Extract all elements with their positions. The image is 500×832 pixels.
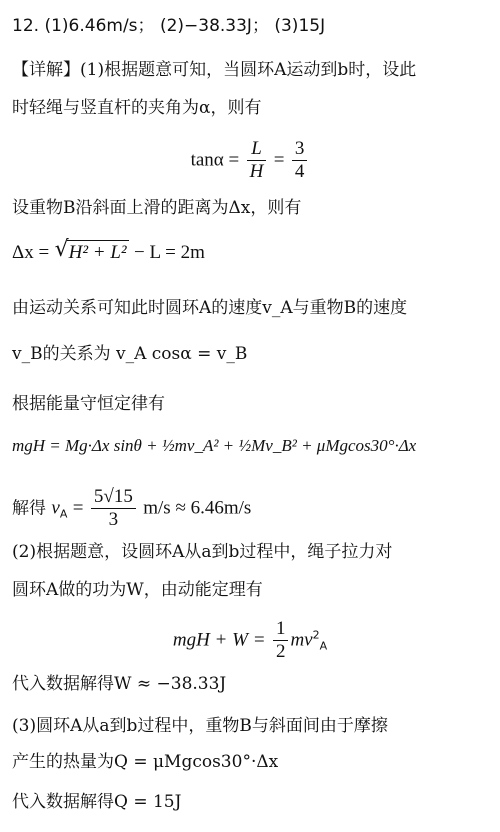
solution-line-6: 根据能量守恒定律有 — [12, 394, 165, 414]
answer-summary — [12, 14, 492, 38]
va-frac: $\frac{5√15}{3}$ — [91, 486, 136, 531]
solution-line-2: 时轻绳与竖直杆的夹角为α，则有 — [12, 98, 262, 118]
solution-line-1: 【详解】(1)根据题意可知，当圆环A运动到b时，设此 — [12, 60, 417, 80]
answer-part-3: (3)15J — [274, 16, 326, 36]
answer-part-2: (2)−38.33J； — [159, 16, 269, 36]
sqrt-icon: √ — [54, 237, 69, 262]
solution-line-10: (3)圆环A从a到b过程中，重物B与斜面间由于摩擦 — [12, 716, 388, 736]
equation-tan: tanα = $\frac{L}{H}$ = $\frac{3}{4}$ — [0, 138, 500, 183]
equation-energy: mgH = Mg·Δx sinθ + ½mv_A² + ½Mv_B² + μMgcos30°·Δx — [12, 436, 417, 455]
solution-line-3: 设重物B沿斜面上滑的距离为Δx，则有 — [12, 198, 302, 218]
solution-line-4: 由运动关系可知此时圆环A的速度v_A与重物B的速度 — [12, 298, 408, 318]
solution-line-5: v_B的关系为 v_A cosα = v_B — [12, 344, 248, 364]
equation-delta-x: Δx = √ H² + L² − L = 2m — [12, 237, 205, 263]
equation-work: mgH + W = $\frac{1}{2}$ $mv^2_A$ — [172, 618, 328, 662]
eq1-lhs: tanα = — [190, 149, 240, 171]
solution-va: 解得 $v_A$ = $\frac{5√15}{3}$ m/s ≈ 6.46m/s — [12, 486, 252, 530]
sqrt-expression: √ H² + L² — [54, 237, 127, 263]
solution-line-11: 产生的热量为Q = μMgcos30°·Δx — [12, 752, 279, 772]
eq1-frac2: $\frac{3}{4}$ — [292, 138, 308, 183]
solution-line-9: 代入数据解得W ≈ −38.33J — [12, 674, 227, 694]
answer-part-1: (1)6.46m/s； — [44, 16, 155, 36]
eq1-frac1: $\frac{L}{H}$ — [247, 138, 267, 183]
solution-line-7: (2)根据题意，设圆环A从a到b过程中，绳子拉力对 — [12, 542, 393, 562]
question-number: 12. — [12, 16, 40, 36]
solution-line-8: 圆环A做的功为W，由动能定理有 — [12, 580, 263, 600]
solution-line-12: 代入数据解得Q = 15J — [12, 792, 182, 812]
eq4-frac: $\frac{1}{2}$ — [273, 618, 289, 663]
